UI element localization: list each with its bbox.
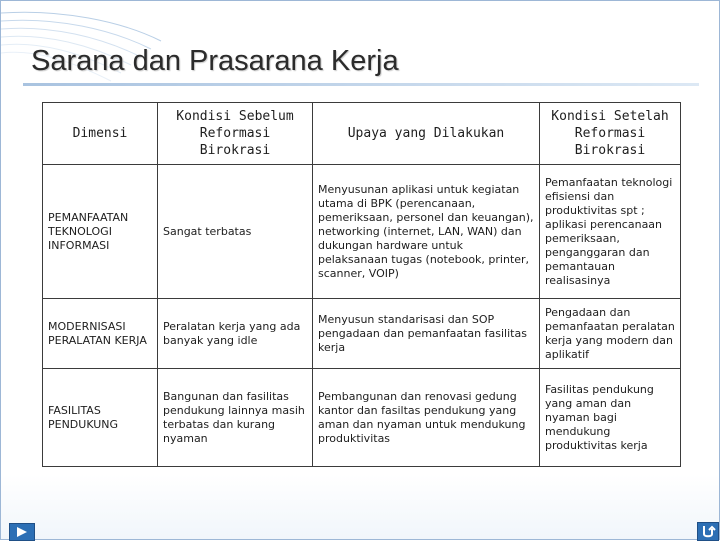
title-underline bbox=[23, 83, 699, 86]
cell-upaya: Menyusunan aplikasi untuk kegiatan utama di BPK (perencanaan, pemeriksaan, personel dan keuangan), networking (internet, LAN, WAN) dan dukungan hardware untuk pelaksanaan tugas (notebook, printer, scanner, VOIP) bbox=[313, 165, 540, 299]
data-table bbox=[42, 102, 681, 467]
return-icon[interactable] bbox=[697, 522, 719, 541]
cell-sebelum: Sangat terbatas bbox=[158, 165, 313, 299]
header-dimensi: Dimensi bbox=[43, 103, 158, 165]
table-row bbox=[43, 165, 681, 299]
table-row bbox=[43, 369, 681, 467]
cell-setelah: Pemanfaatan teknologi efisiensi dan produktivitas spt ; aplikasi perencanaan pemeriksaan, penganggaran dan pemantauan realisasinya bbox=[540, 165, 681, 299]
table-row bbox=[43, 299, 681, 369]
table-header-row bbox=[43, 103, 681, 165]
header-kondisi-sebelum: Kondisi Sebelum Reformasi Birokrasi bbox=[158, 103, 313, 165]
cell-dimensi: FASILITAS PENDUKUNG bbox=[43, 369, 158, 467]
header-upaya: Upaya yang Dilakukan bbox=[313, 103, 540, 165]
cell-dimensi: PEMANFAATAN TEKNOLOGI INFORMASI bbox=[43, 165, 158, 299]
header-kondisi-setelah: Kondisi Setelah Reformasi Birokrasi bbox=[540, 103, 681, 165]
cell-upaya: Pembangunan dan renovasi gedung kantor dan fasiltas pendukung yang aman dan nyaman untuk mendukung produktivitas bbox=[313, 369, 540, 467]
play-left-icon[interactable] bbox=[9, 523, 35, 541]
cell-dimensi: MODERNISASI PERALATAN KERJA bbox=[43, 299, 158, 369]
cell-upaya: Menyusun standarisasi dan SOP pengadaan dan pemanfaatan fasilitas kerja bbox=[313, 299, 540, 369]
cell-setelah: Fasilitas pendukung yang aman dan nyaman bagi mendukung produktivitas kerja bbox=[540, 369, 681, 467]
return-arrow-icon bbox=[698, 523, 718, 540]
cell-sebelum: Peralatan kerja yang ada banyak yang idle bbox=[158, 299, 313, 369]
cell-sebelum: Bangunan dan fasilitas pendukung lainnya masih terbatas dan kurang nyaman bbox=[158, 369, 313, 467]
cell-setelah: Pengadaan dan pemanfaatan peralatan kerja yang modern dan aplikatif bbox=[540, 299, 681, 369]
page-title: Sarana dan Prasarana Kerja bbox=[31, 45, 399, 77]
